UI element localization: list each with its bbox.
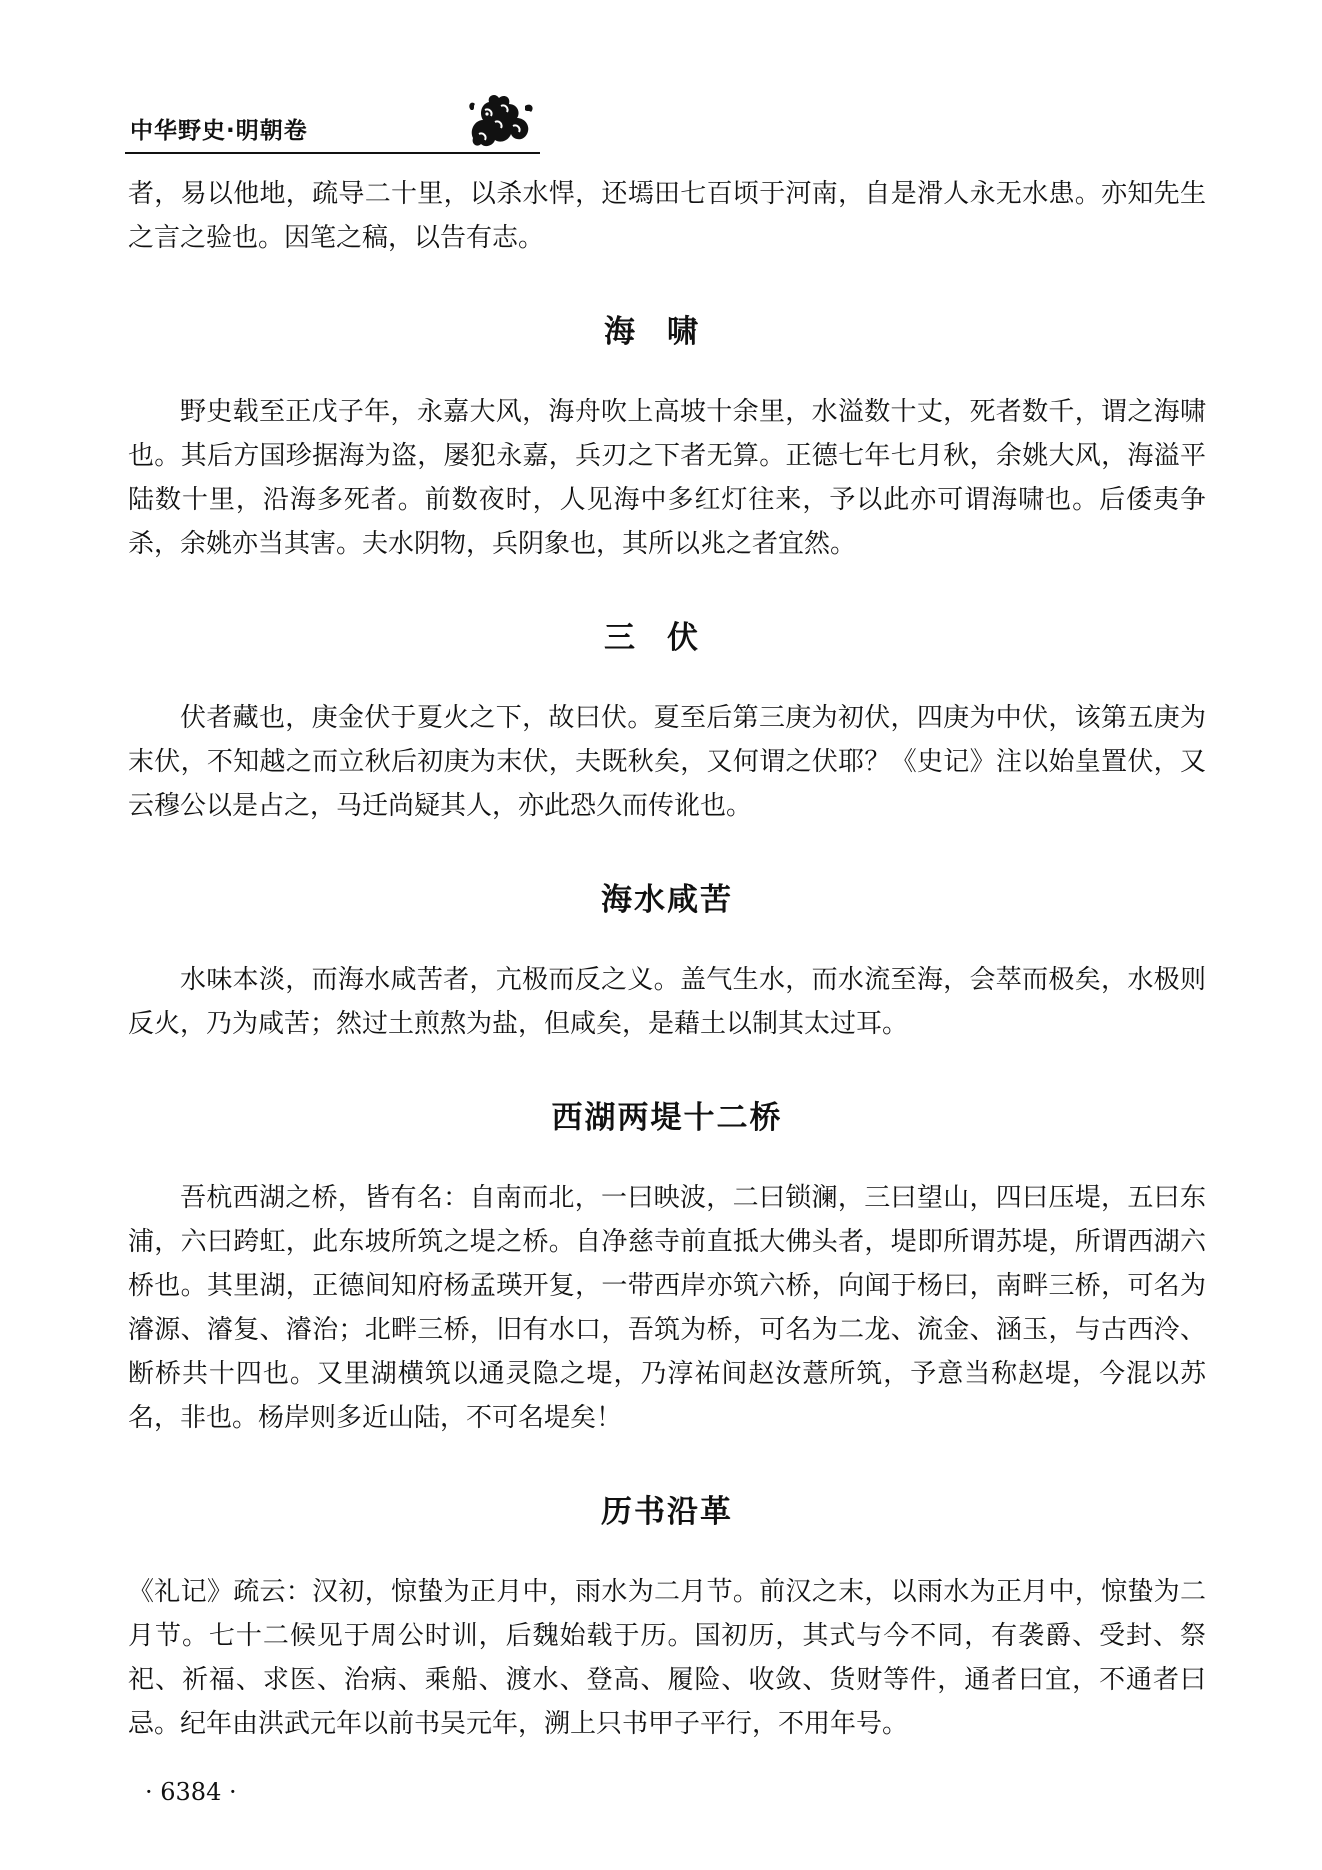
section-title-hai-shui-xian-ku: 海水咸苦 (601, 882, 733, 918)
section-body-li-shu-yan-ge: 《礼记》疏云：汉初，惊蛰为正月中，雨水为二月节。前汉之末，以雨水为正月中，惊蛰为二月节。七十二候见于周公时训，后魏始载于历。国初历，其式与今不同，有袭爵、受封、祭祀、祈福、求医、治病、乘船、渡水、登高、履险、收敛、货财等件，通者曰宜，不通者曰忌。纪年由洪武元年以前书吴元年，溯上只书甲子平行，不用年号。 (128, 1577, 1206, 1739)
book-title: 中华野史·明朝卷 (130, 118, 308, 144)
page-number: · 6384 · (145, 1778, 237, 1806)
section-body-hai-shui-xian-ku: 水味本淡，而海水咸苦者，亢极而反之义。盖气生水，而水流至海，会萃而极矣，水极则反火，乃为咸苦；然过土煎熬为盐，但咸矣，是藉土以制其太过耳。 (128, 965, 1206, 1039)
page-header (125, 90, 540, 160)
section-title-san-fu: 三伏 (604, 620, 730, 656)
header-rule (125, 152, 540, 154)
section-title-li-shu-yan-ge: 历书沿革 (601, 1494, 733, 1530)
page-content (128, 172, 1206, 1746)
section-body-san-fu: 伏者藏也，庚金伏于夏火之下，故曰伏。夏至后第三庚为初伏，四庚为中伏，该第五庚为末伏，不知越之而立秋后初庚为末伏，夫既秋矣，又何谓之伏耶？《史记》注以始皇置伏，又云穆公以是占之，马迁尚疑其人，亦此恐久而传讹也。 (128, 703, 1206, 821)
section-title-hai-xiao: 海啸 (604, 314, 730, 350)
section-body-xi-hu-qiao: 吾杭西湖之桥，皆有名：自南而北，一曰映波，二曰锁澜，三曰望山，四曰压堤，五曰东浦，六曰跨虹，此东坡所筑之堤之桥。自净慈寺前直抵大佛头者，堤即所谓苏堤，所谓西湖六桥也。其里湖，正德间知府杨孟瑛开复，一带西岸亦筑六桥，向闻于杨曰，南畔三桥，可名为濬源、濬复、濬治；北畔三桥，旧有水口，吾筑为桥，可名为二龙、流金、涵玉，与古西泠、断桥共十四也。又里湖横筑以通灵隐之堤，乃淳祐间赵汝薏所筑，予意当称赵堤，今混以苏名，非也。杨岸则多近山陆，不可名堤矣！ (128, 1183, 1206, 1433)
intro-paragraph: 者，易以他地，疏导二十里，以杀水悍，还墕田七百顷于河南，自是滑人永无水患。亦知先生之言之验也。因笔之稿，以告有志。 (128, 179, 1206, 253)
section-title-xi-hu-qiao: 西湖两堤十二桥 (551, 1100, 783, 1136)
section-body-hai-xiao: 野史载至正戊子年，永嘉大风，海舟吹上高坡十余里，水溢数十丈，死者数千，谓之海啸也。其后方国珍据海为盗，屡犯永嘉，兵刃之下者无算。正德七年七月秋，余姚大风，海溢平陆数十里，沿海多死者。前数夜时，人见海中多红灯往来，予以此亦可谓海啸也。后倭夷争杀，余姚亦当其害。夫水阴物，兵阴象也，其所以兆之者宜然。 (128, 397, 1206, 559)
dragon-emblem-icon (465, 90, 537, 152)
